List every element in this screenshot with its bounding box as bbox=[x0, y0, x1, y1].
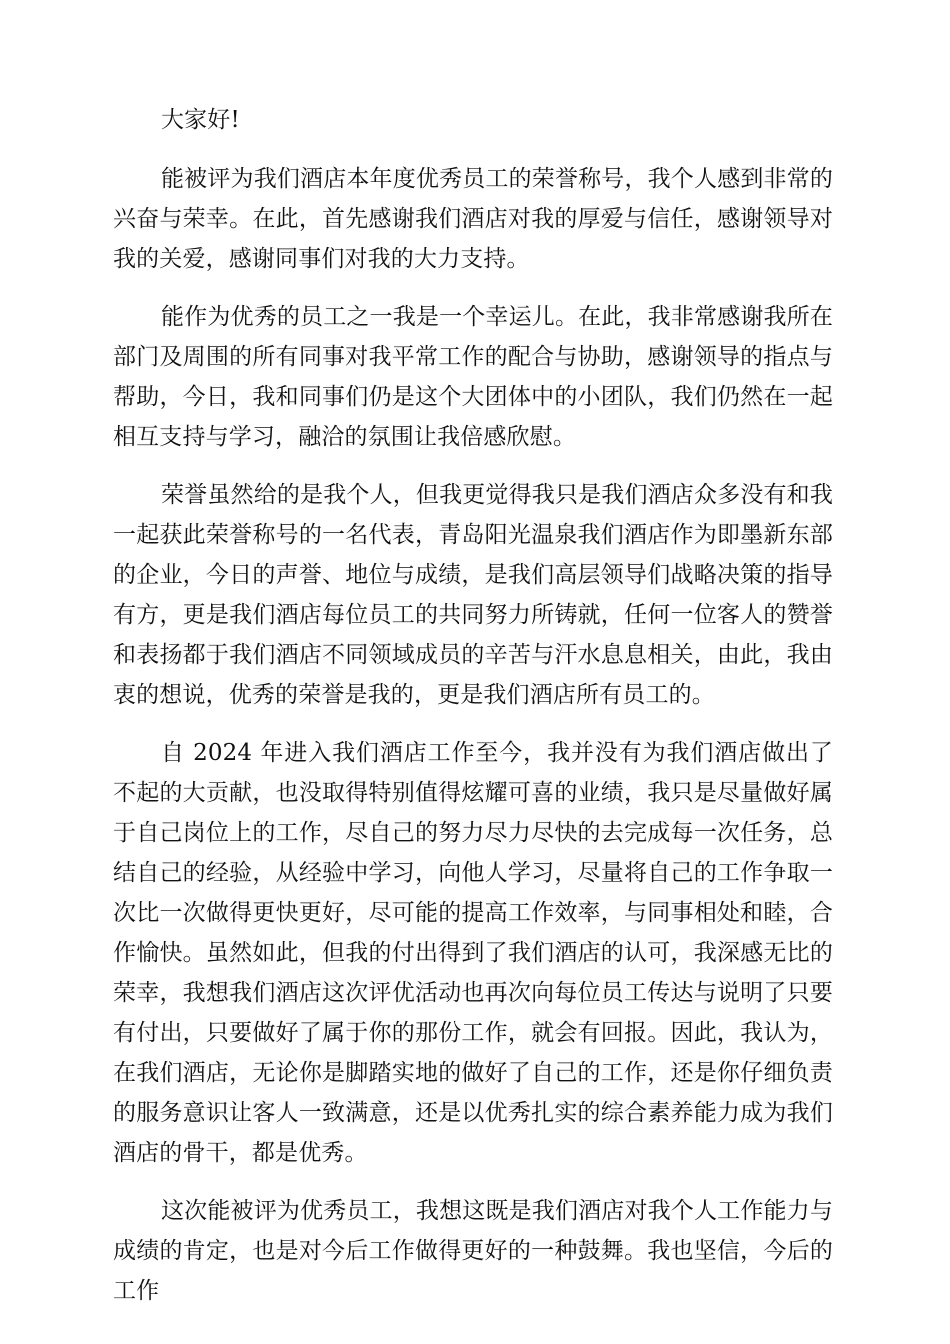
document-page bbox=[113, 100, 833, 1329]
greeting: 大家好! bbox=[161, 107, 240, 133]
paragraph-2: 能作为优秀的员工之一我是一个幸运儿。在此，我非常感谢我所在部门及周围的所有同事对我平常工作的配合与协助，感谢领导的指点与帮助，今日，我和同事们仍是这个大团体中的小团队，我们仍然在一起相互支持与学习，融洽的氛围让我倍感欣慰。 bbox=[113, 304, 833, 450]
paragraph-3: 荣誉虽然给的是我个人，但我更觉得我只是我们酒店众多没有和我一起获此荣誉称号的一名代表，青岛阳光温泉我们酒店作为即墨新东部的企业，今日的声誉、地位与成绩，是我们高层领导们战略决策的指导有方，更是我们酒店每位员工的共同努力所铸就，任何一位客人的赞誉和表扬都于我们酒店不同领域成员的辛苦与汗水息息相关，由此，我由衷的想说，优秀的荣誉是我的，更是我们酒店所有员工的。 bbox=[113, 482, 833, 708]
paragraph-4: 自 2024 年进入我们酒店工作至今，我并没有为我们酒店做出了不起的大贡献，也没取得特别值得炫耀可喜的业绩，我只是尽量做好属于自己岗位上的工作，尽自己的努力尽力尽快的去完成每一次任务，总结自己的经验，从经验中学习，向他人学习，尽量将自己的工作争取一次比一次做得更快更好，尽可能的提高工作效率，与同事相处和睦，合作愉快。虽然如此，但我的付出得到了我们酒店的认可，我深感无比的荣幸，我想我们酒店这次评优活动也再次向每位员工传达与说明了只要有付出，只要做好了属于你的那份工作，就会有回报。因此，我认为，在我们酒店，无论你是脚踏实地的做好了自己的工作，还是你仔细负责的服务意识让客人一致满意，还是以优秀扎实的综合素养能力成为我们酒店的骨干，都是优秀。 bbox=[113, 740, 833, 1166]
paragraph-5: 这次能被评为优秀员工，我想这既是我们酒店对我个人工作能力与成绩的肯定，也是对今后工作做得更好的一种鼓舞。我也坚信，今后的工作 bbox=[113, 1198, 833, 1304]
paragraph-1: 能被评为我们酒店本年度优秀员工的荣誉称号，我个人感到非常的兴奋与荣幸。在此，首先感谢我们酒店对我的厚爱与信任，感谢领导对我的关爱，感谢同事们对我的大力支持。 bbox=[113, 166, 833, 272]
